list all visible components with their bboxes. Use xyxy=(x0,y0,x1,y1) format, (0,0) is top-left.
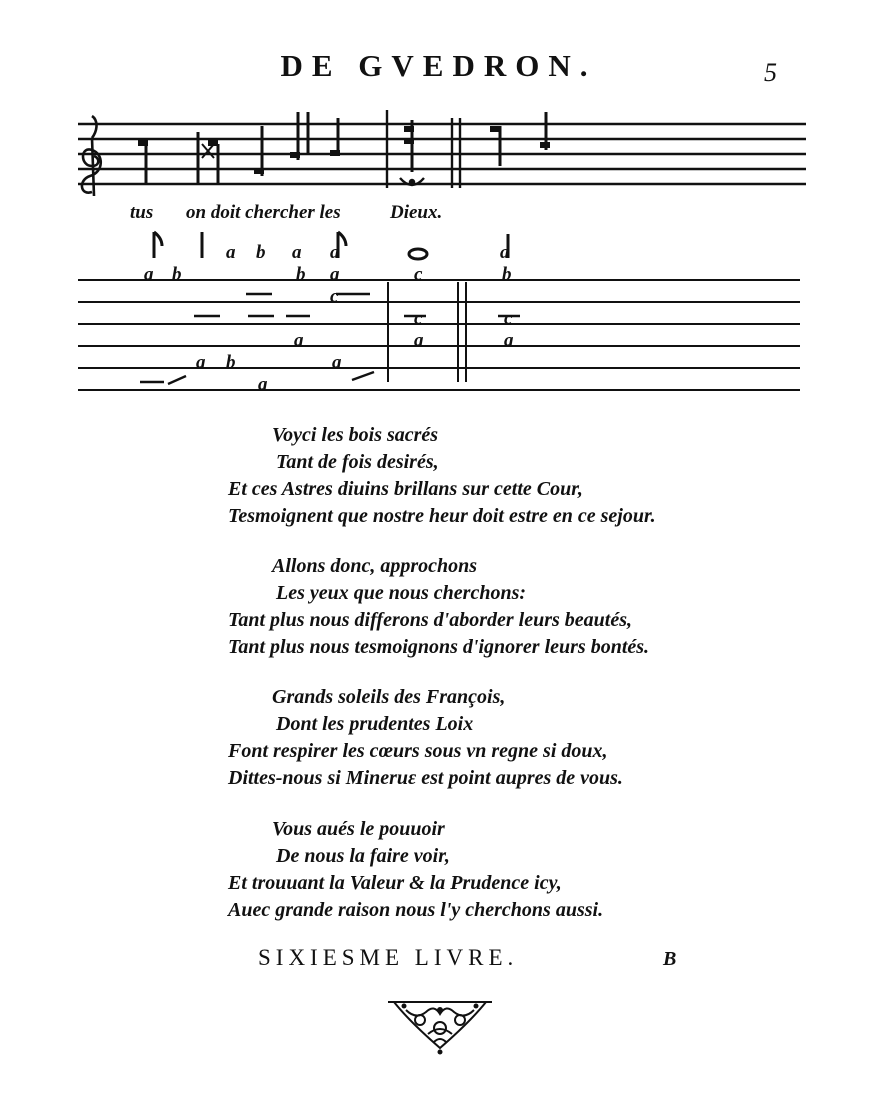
tablature-letter: c xyxy=(504,308,513,329)
tablature-letter: b xyxy=(256,242,266,263)
lyric-fragment: tus xyxy=(130,202,154,223)
sharp-sign-icon xyxy=(202,144,214,158)
tablature-letter: c xyxy=(414,264,423,285)
verse-line: Font respirer les cœurs sous vn regne si doux, xyxy=(228,740,608,762)
verse-line: Et ces Astres diuins brillans sur cette Cour, xyxy=(228,478,583,500)
page-number: 5 xyxy=(764,58,777,87)
verse-line: Voyci les bois sacrés xyxy=(272,424,439,446)
verse-line: Dont les prudentes Loix xyxy=(276,713,474,735)
running-head: DE GVEDRON. xyxy=(280,48,597,83)
tablature-letter: a xyxy=(258,374,268,395)
tablature-staff xyxy=(78,280,800,390)
verse-line: Les yeux que nous cherchons: xyxy=(276,582,527,604)
tablature-letter: a xyxy=(330,242,340,263)
tablature-letter: b xyxy=(226,352,236,373)
tablature-letter: a xyxy=(196,352,206,373)
signature-mark: B xyxy=(663,948,677,970)
verse-line: Dittes-nous si Mineruε est point aupres de vous. xyxy=(228,767,623,789)
tablature-letter: a xyxy=(504,330,514,351)
verse-line: Tant de fois desirés, xyxy=(276,451,439,473)
fleuron-ornament-icon xyxy=(380,990,500,1060)
tablature-letter: a xyxy=(226,242,236,263)
book-title-footer: SIXIESME LIVRE. xyxy=(258,945,519,970)
tablature-letter: b xyxy=(296,264,306,285)
tablature-letter: a xyxy=(330,264,340,285)
verse-line: Grands soleils des François, xyxy=(272,686,506,708)
verse-line: Tesmoignent que nostre heur doit estre en ce sejour. xyxy=(228,505,656,527)
tablature-letter: b xyxy=(502,264,512,285)
verse-line: Vous aués le pouuoir xyxy=(272,818,445,840)
tablature-letter: a xyxy=(332,352,342,373)
verse-line: Tant plus nous tesmoignons d'ignorer leurs bontés. xyxy=(228,636,650,658)
note-heads xyxy=(138,126,550,174)
lyric-fragment: Dieux. xyxy=(390,202,443,223)
tablature-letter: a xyxy=(500,242,510,263)
tablature-letter: a xyxy=(144,264,154,285)
tablature-letter: a xyxy=(414,330,424,351)
tablature-letter: a xyxy=(294,330,304,351)
verse-line: Tant plus nous differons d'aborder leurs beautés, xyxy=(228,609,632,631)
vocal-staff xyxy=(78,110,806,188)
verse-line: Et trouuant la Valeur & la Prudence icy, xyxy=(228,872,562,894)
tablature-letter: c xyxy=(330,286,339,307)
tablature-letter: b xyxy=(172,264,182,285)
verse-line: De nous la faire voir, xyxy=(276,845,450,867)
tablature-letter: c xyxy=(414,308,423,329)
lyric-fragment: on doit chercher les xyxy=(186,202,341,223)
tablature-letter: a xyxy=(292,242,302,263)
verse-line: Allons donc, approchons xyxy=(272,555,478,577)
verse-line: Auec grande raison nous l'y cherchons aussi. xyxy=(228,899,604,921)
